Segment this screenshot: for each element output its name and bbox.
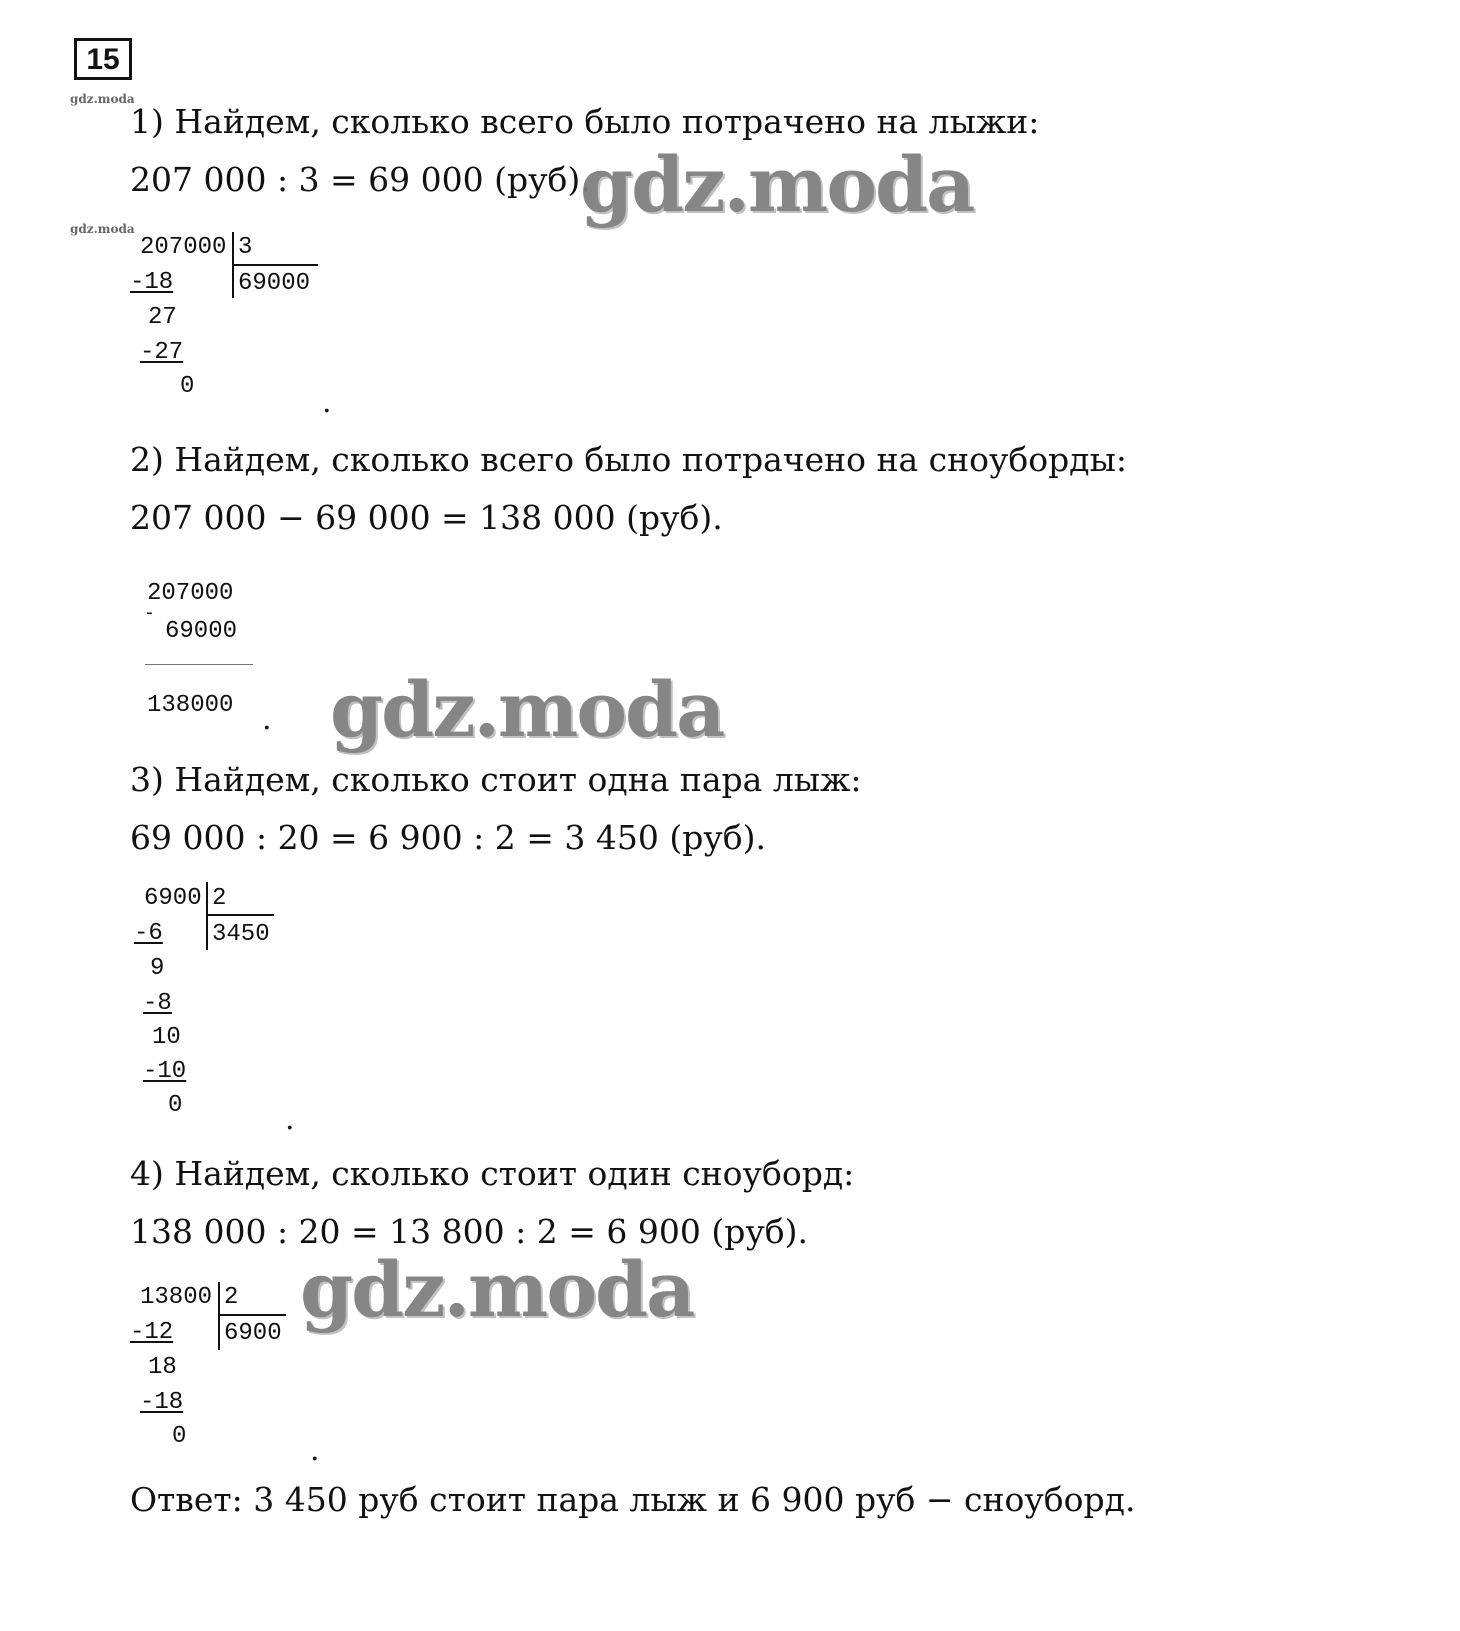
division-3-quotient: 6900: [224, 1320, 282, 1347]
step-4-equation: 138 000 : 20 = 13 800 : 2 = 6 900 (руб).: [130, 1212, 808, 1251]
division-3-row: 0: [172, 1423, 187, 1450]
division-1-row: 0: [180, 373, 195, 400]
division-2-row: -6: [134, 920, 163, 947]
subtraction-sign: -: [144, 604, 155, 624]
division-3-row: -12: [130, 1319, 174, 1346]
step-4-heading: 4) Найдем, сколько стоит один сноуборд:: [130, 1154, 855, 1193]
watermark-logo-1: gdz.moda: [580, 140, 974, 229]
task-number: 15: [74, 38, 132, 80]
division-2-quotient: 3450: [212, 921, 270, 948]
division-3-row: -18: [140, 1389, 184, 1416]
watermark-logo-2: gdz.moda: [330, 665, 724, 754]
subtraction-minuend: 207000: [147, 580, 234, 607]
step-1-equation: 207 000 : 3 = 69 000 (руб).: [130, 160, 591, 199]
division-3-row: 18: [148, 1354, 177, 1381]
division-2-divisor: 2: [212, 885, 227, 912]
division-1-row: -18: [130, 269, 174, 296]
subtraction-subtrahend: 69000: [165, 618, 238, 645]
step-2-heading: 2) Найдем, сколько всего было потрачено на сноуборды:: [130, 440, 1127, 479]
step-2-equation: 207 000 − 69 000 = 138 000 (руб).: [130, 498, 723, 537]
division-2-row: 10: [152, 1024, 181, 1051]
division-1-row: 27: [148, 304, 177, 331]
watermark-small-mid: gdz.moda: [70, 222, 135, 236]
subtraction-result: 138000: [147, 692, 234, 719]
division-2-row: 0: [168, 1092, 183, 1119]
division-2-row: -10: [143, 1058, 187, 1085]
division-1-divisor: 3: [238, 234, 253, 261]
step-3-equation: 69 000 : 20 = 6 900 : 2 = 3 450 (руб).: [130, 818, 766, 857]
watermark-small-top: gdz.moda: [70, 92, 135, 106]
division-1-quotient: 69000: [238, 270, 311, 297]
division-2-row: -8: [143, 990, 172, 1017]
division-1-dividend: 207000: [140, 234, 227, 261]
division-2-dividend: 6900: [144, 885, 202, 912]
division-1-row: -27: [140, 339, 184, 366]
division-2-row: 9: [150, 955, 165, 982]
division-3-dividend: 13800: [140, 1284, 213, 1311]
answer-text: Ответ: 3 450 руб стоит пара лыж и 6 900 руб − сноуборд.: [130, 1480, 1136, 1519]
watermark-logo-3: gdz.moda: [300, 1245, 694, 1334]
step-1-heading: 1) Найдем, сколько всего было потрачено на лыжи:: [130, 102, 1040, 141]
division-3-divisor: 2: [224, 1284, 239, 1311]
step-3-heading: 3) Найдем, сколько стоит одна пара лыж:: [130, 760, 862, 799]
